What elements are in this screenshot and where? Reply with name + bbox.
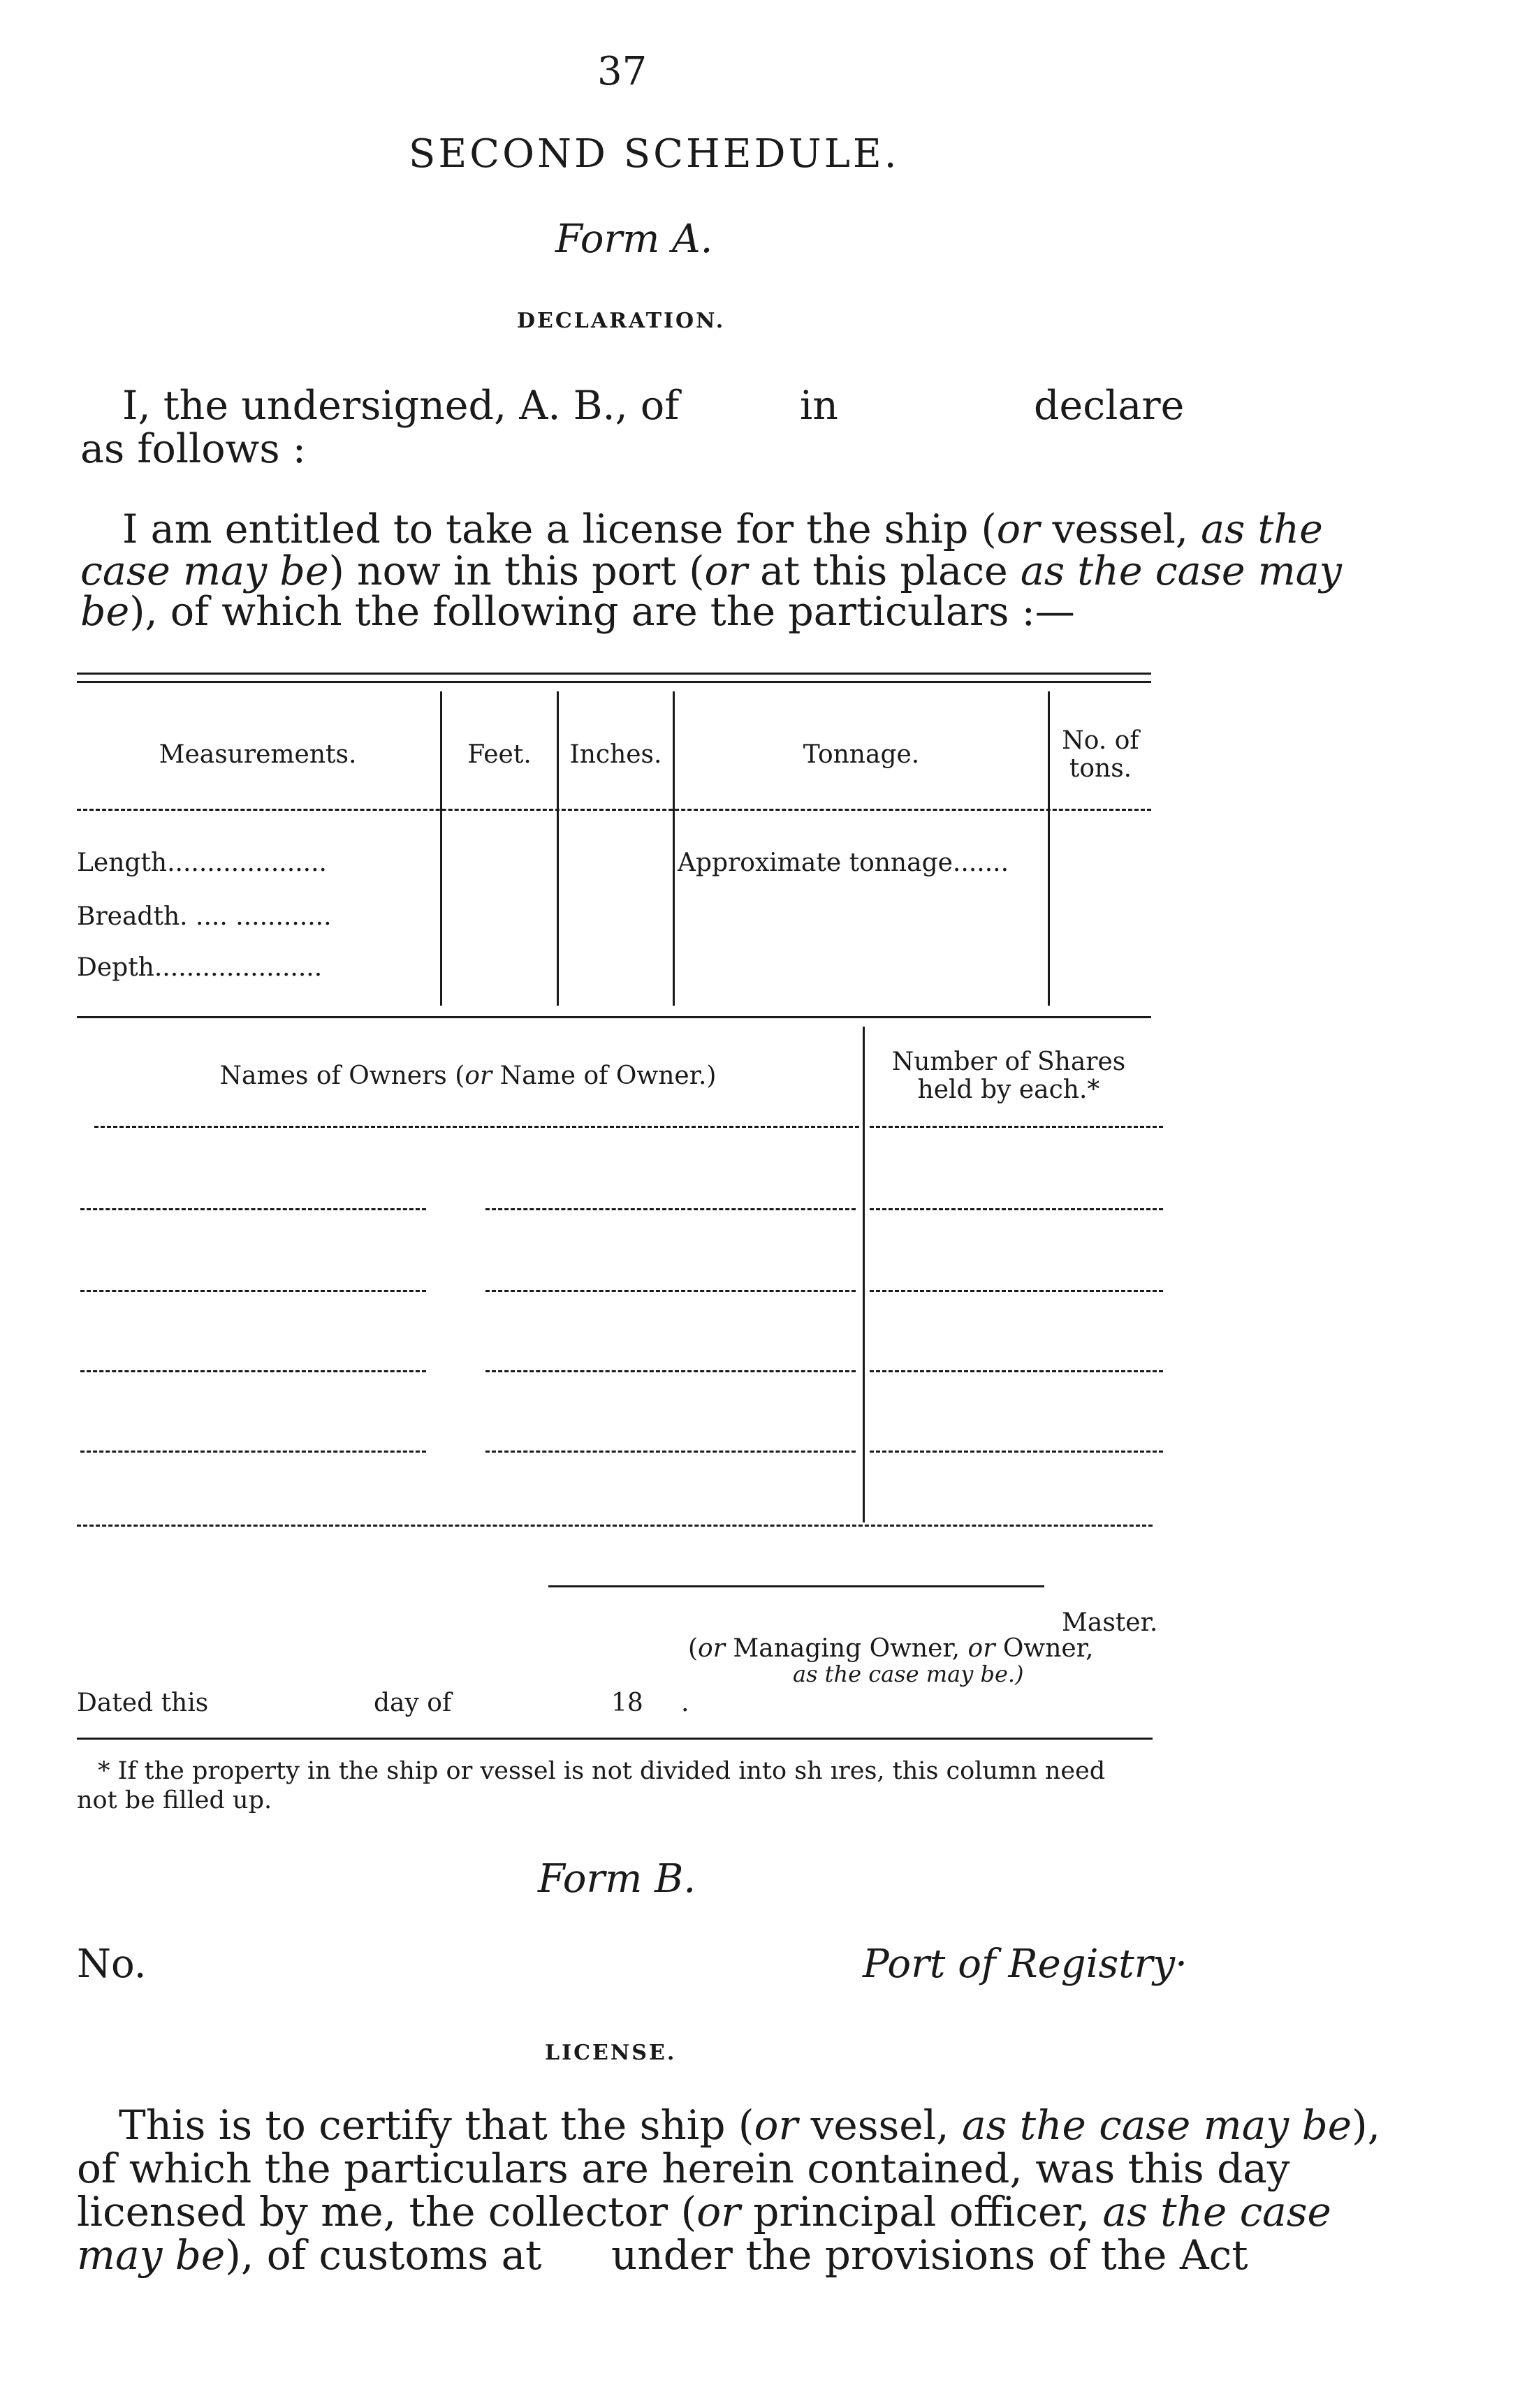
table-top-rule — [77, 673, 1151, 675]
intro-as-follows: as follows : — [80, 426, 306, 472]
declaration-heading: DECLARATION. — [517, 309, 726, 333]
header-inches: Inches. — [569, 740, 662, 769]
year-18: 18 — [611, 1689, 643, 1717]
owner-name-line — [80, 1451, 426, 1453]
owners-col-divider — [863, 1027, 865, 1522]
owner-name-line — [80, 1208, 426, 1210]
license-line-4a: may be), of customs at — [77, 2231, 542, 2279]
day-of: day of — [374, 1689, 452, 1717]
as-the-case-may-be: as the case may be.) — [793, 1661, 1024, 1687]
footnote-line-2: not be filled up. — [77, 1786, 272, 1814]
share-line — [870, 1451, 1163, 1453]
owner-name-line — [80, 1370, 426, 1372]
header-no-of-tons-1: No. of — [1062, 726, 1139, 755]
col-divider — [673, 691, 675, 1006]
master-label: Master. — [1062, 1608, 1158, 1637]
shares-header-rule — [870, 1126, 1163, 1128]
license-heading: LICENSE. — [545, 2041, 677, 2065]
intro-declarant: I, the undersigned, A. B., of — [122, 383, 680, 429]
schedule-title: SECOND SCHEDULE. — [409, 131, 900, 177]
owner-name-line — [485, 1208, 856, 1210]
share-line — [870, 1290, 1163, 1292]
owner-name-line — [80, 1290, 426, 1292]
signatory-alternatives: (or Managing Owner, or Owner, — [688, 1634, 1094, 1663]
no-label: No. — [77, 1941, 147, 1987]
header-feet: Feet. — [467, 740, 532, 769]
header-tonnage: Tonnage. — [803, 740, 920, 769]
row-depth: Depth..................... — [77, 953, 323, 982]
header-no-of-tons-2: tons. — [1069, 754, 1132, 783]
owner-name-line — [485, 1370, 856, 1372]
dated-this: Dated this — [77, 1689, 209, 1717]
port-of-registry: Port of Registry· — [863, 1941, 1187, 1987]
row-approximate-tonnage: Approximate tonnage....... — [678, 849, 1009, 877]
share-line — [870, 1208, 1163, 1210]
footnote-line-1: * If the property in the ship or vessel is not divided into sh ıres, this column need — [98, 1757, 1106, 1785]
owners-header-rule — [94, 1126, 859, 1128]
share-line — [870, 1370, 1163, 1372]
table-mid-rule — [77, 1016, 1151, 1018]
header-shares-2: held by each.* — [917, 1075, 1100, 1104]
license-line-4b: under the provisions of the Act — [611, 2231, 1248, 2279]
entitlement-line-1: I am entitled to take a license for the ship (or vessel, as the — [122, 506, 1323, 552]
footnote-rule — [77, 1738, 1153, 1740]
header-measurements: Measurements. — [159, 740, 357, 769]
row-length: Length.................... — [77, 849, 327, 877]
form-a-heading: Form A. — [555, 216, 713, 262]
page-number: 37 — [597, 49, 648, 94]
header-owner-names: Names of Owners (or Name of Owner.) — [219, 1062, 717, 1090]
owner-name-line — [485, 1451, 856, 1453]
intro-in: in — [800, 383, 838, 429]
license-line-1: This is to certify that the ship (or vessel, as the case may be), — [119, 2101, 1381, 2149]
entitlement-line-3: be), of which the following are the particulars :— — [80, 589, 1075, 635]
owners-bottom-rule — [77, 1525, 1153, 1527]
row-breadth: Breadth. .... ............ — [77, 902, 332, 931]
signature-line — [548, 1585, 1044, 1587]
col-divider — [557, 691, 559, 1006]
entitlement-line-2: case may be) now in this port (or at this place as the case may — [80, 548, 1342, 594]
date-period: . — [681, 1689, 689, 1717]
form-b-heading: Form B. — [538, 1856, 696, 1902]
header-rule — [77, 809, 1151, 811]
col-divider — [440, 691, 442, 1006]
license-line-2: of which the particulars are herein contained, was this day — [77, 2145, 1290, 2192]
header-shares-1: Number of Shares — [891, 1048, 1126, 1076]
license-line-3: licensed by me, the collector (or principal officer, as the case — [77, 2188, 1331, 2236]
table-top-rule-2 — [77, 681, 1151, 683]
owner-name-line — [485, 1290, 856, 1292]
intro-declare: declare — [1034, 383, 1185, 429]
